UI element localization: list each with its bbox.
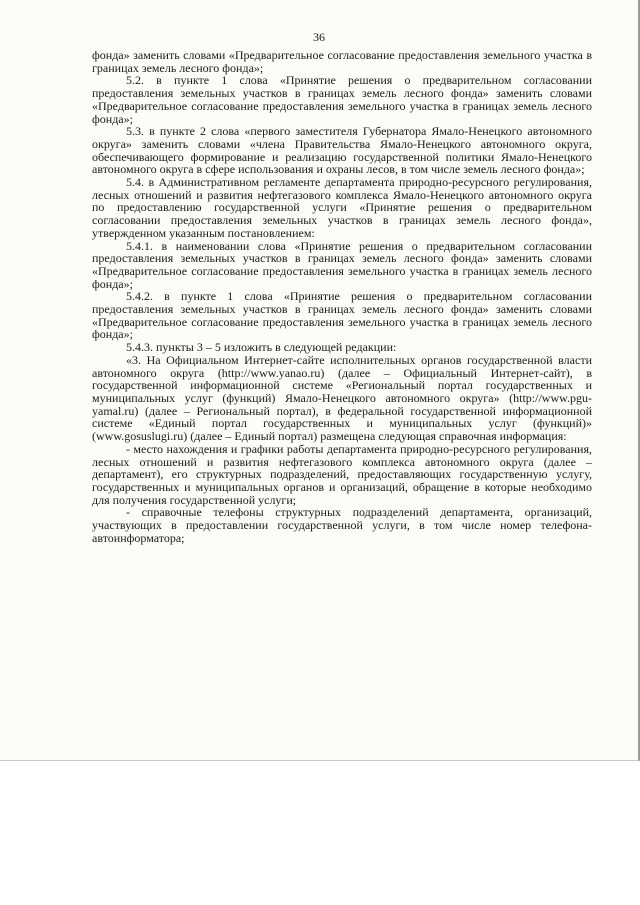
paragraph-item-3: «3. На Официальном Интернет-сайте исполнительных органов государственной власти автономного округа (http://www.yanao.ru) (далее – Официальный Интернет-сайт), в государственной информационной системе «Региональный портал государственных и муниципальных услуг (функций) Ямало-Ненецкого автономного округа» (http://www.pgu-yamal.ru) (далее – Региональный портал), в федеральной государственной информационной системе «Единый портал государственных и муниципальных услуг (функций)» (www.gosuslugi.ru) (далее – Единый портал) размещена следующая справочная информация: [92,352,592,444]
paragraph-5-2: 5.2. в пункте 1 слова «Принятие решения о предварительном согласовании предоставления земельных участков в границах земель лесного фонда» заменить словами «Предварительное согласование предоставления земельного участка в границах земель лесного фонда»; [92,73,592,126]
paragraph-5-4-1: 5.4.1. в наименовании слова «Принятие решения о предварительном согласовании предоставления земельных участков в границах земель лесного фонда» заменить словами «Предварительное согласование предоставления земельного участка в границах земель лесного фонда»; [92,238,592,291]
paragraph-5-4-3: 5.4.3. пункты 3 – 5 изложить в следующей редакции: [126,340,397,355]
paragraph-5-3: 5.3. в пункте 2 слова «первого заместителя Губернатора Ямало-Ненецкого автономного округа» заменить словами «члена Правительства Ямало-Ненецкого автономного округа, обеспечивающего формирование и реализацию государственной политики Ямало-Ненецкого автономного округа в сфере использования и охраны лесов, в том числе земель лесного фонда»; [92,124,592,177]
document-body [92,49,592,544]
page-number: 36 [313,30,325,44]
list-item-location: - место нахождения и графики работы департамента природно-ресурсного регулирования, лесных отношений и развития нефтегазового комплекса автономного округа (далее – департамент), его структурных подразделений, предоставляющих государственную услугу, государственных и муниципальных органов и организаций, обращение в которые необходимо для получения государственной услуги; [92,441,592,507]
paragraph-5-4: 5.4. в Административном регламенте департамента природно-ресурсного регулирования, лесных отношений и развития нефтегазового комплекса Ямало-Ненецкого автономного округа по предоставлению государственной услуги «Принятие решения о предварительном согласовании предоставления земельных участков в границах земель лесного фонда», утвержденном указанным постановлением: [92,175,592,240]
blank-area [0,761,640,905]
list-item-phones: - справочные телефоны структурных подразделений департамента, организаций, участвующих в предоставлении государственной услуги, в том числе номер телефона-автоинформатора; [92,505,592,545]
paragraph-continuation: фонда» заменить словами «Предварительное согласование предоставления земельного участка в границах земель лесного фонда»; [92,48,592,75]
paragraph-5-4-2: 5.4.2. в пункте 1 слова «Принятие решения о предварительном согласовании предоставления земельных участков в границах земель лесного фонда» заменить словами «Предварительное согласование предоставления земельного участка в границах земель лесного фонда»; [92,289,592,342]
